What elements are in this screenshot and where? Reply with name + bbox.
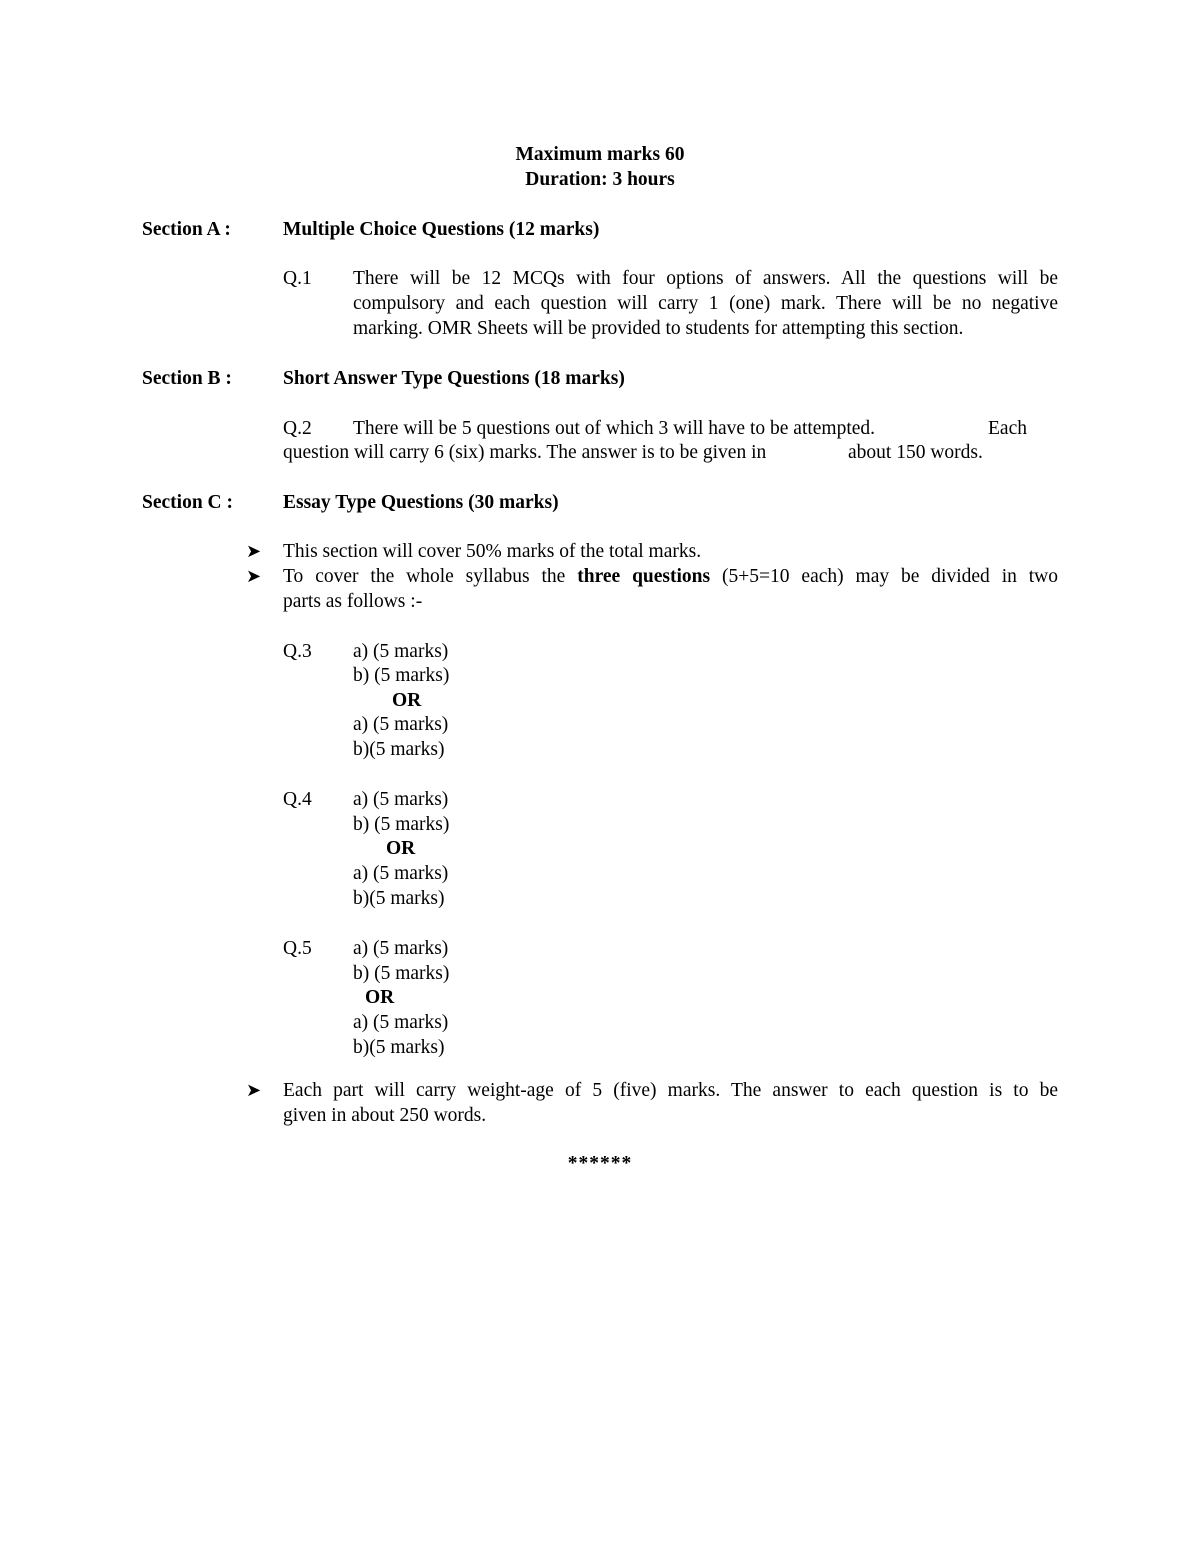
section-a-title: Multiple Choice Questions (12 marks) <box>283 219 600 240</box>
q5-part-a1: a) (5 marks) <box>353 938 449 959</box>
bullet-2-post: (5+5=10 each) may be divided in two <box>710 566 1059 587</box>
bullet-2-line-2: parts as follows :- <box>283 591 423 612</box>
q4-or: OR <box>386 838 416 859</box>
q4-label: Q.4 <box>283 789 312 810</box>
end-stars: ****** <box>567 1153 633 1174</box>
q2-label: Q.2 <box>283 418 312 439</box>
q3-part-b2: b)(5 marks) <box>353 739 445 760</box>
q5-or: OR <box>365 987 395 1008</box>
q4-part-a2: a) (5 marks) <box>353 863 449 884</box>
bullet-2-line-1 <box>283 564 1058 589</box>
q4-part-a1: a) (5 marks) <box>353 789 449 810</box>
q3-part-b1: b) (5 marks) <box>353 665 450 686</box>
bullet-2-bold: three questions <box>577 566 711 587</box>
q4-part-b1: b) (5 marks) <box>353 814 450 835</box>
bullet-3-line-2: given in about 250 words. <box>283 1105 487 1126</box>
section-b-label: Section B : <box>142 368 232 389</box>
q3-label: Q.3 <box>283 641 312 662</box>
q1-line-3: marking. OMR Sheets will be provided to students for attempting this section. <box>353 318 964 339</box>
q4-part-b2: b)(5 marks) <box>353 888 445 909</box>
q5-label: Q.5 <box>283 938 312 959</box>
arrowhead-bullet-icon: ➤ <box>246 566 262 586</box>
q1-line-1: There will be 12 MCQs with four options of answers. All the questions will be <box>353 268 1058 289</box>
arrowhead-bullet-icon: ➤ <box>246 1080 262 1100</box>
bullet-3-line-1: Each part will carry weight-age of 5 (five) marks. The answer to each question is to be <box>283 1080 1058 1101</box>
q3-part-a1: a) (5 marks) <box>353 641 449 662</box>
q5-part-b1: b) (5 marks) <box>353 963 450 984</box>
q1-label: Q.1 <box>283 268 312 289</box>
bullet-2-pre: To cover the whole syllabus the <box>283 566 578 587</box>
section-c-title: Essay Type Questions (30 marks) <box>283 492 559 513</box>
q3-or: OR <box>392 690 422 711</box>
duration-heading: Duration: 3 hours <box>525 169 675 190</box>
q1-line-2: compulsory and each question will carry 1 (one) mark. There will be no negative <box>353 293 1058 314</box>
bullet-1-text: This section will cover 50% marks of the total marks. <box>283 541 702 562</box>
q3-part-a2: a) (5 marks) <box>353 714 449 735</box>
section-a-label: Section A : <box>142 219 231 240</box>
q5-part-a2: a) (5 marks) <box>353 1012 449 1033</box>
q5-part-b2: b)(5 marks) <box>353 1037 445 1058</box>
section-b-title: Short Answer Type Questions (18 marks) <box>283 368 625 389</box>
q2-line-1: There will be 5 questions out of which 3 will have to be attempted. <box>353 418 876 439</box>
section-c-label: Section C : <box>142 492 233 513</box>
max-marks-heading: Maximum marks 60 <box>515 144 685 165</box>
q2-line-2: question will carry 6 (six) marks. The answer is to be given in <box>283 442 767 463</box>
q2-line-1-end: Each <box>988 418 1027 439</box>
q2-line-2-end: about 150 words. <box>848 442 983 463</box>
arrowhead-bullet-icon: ➤ <box>246 541 262 561</box>
